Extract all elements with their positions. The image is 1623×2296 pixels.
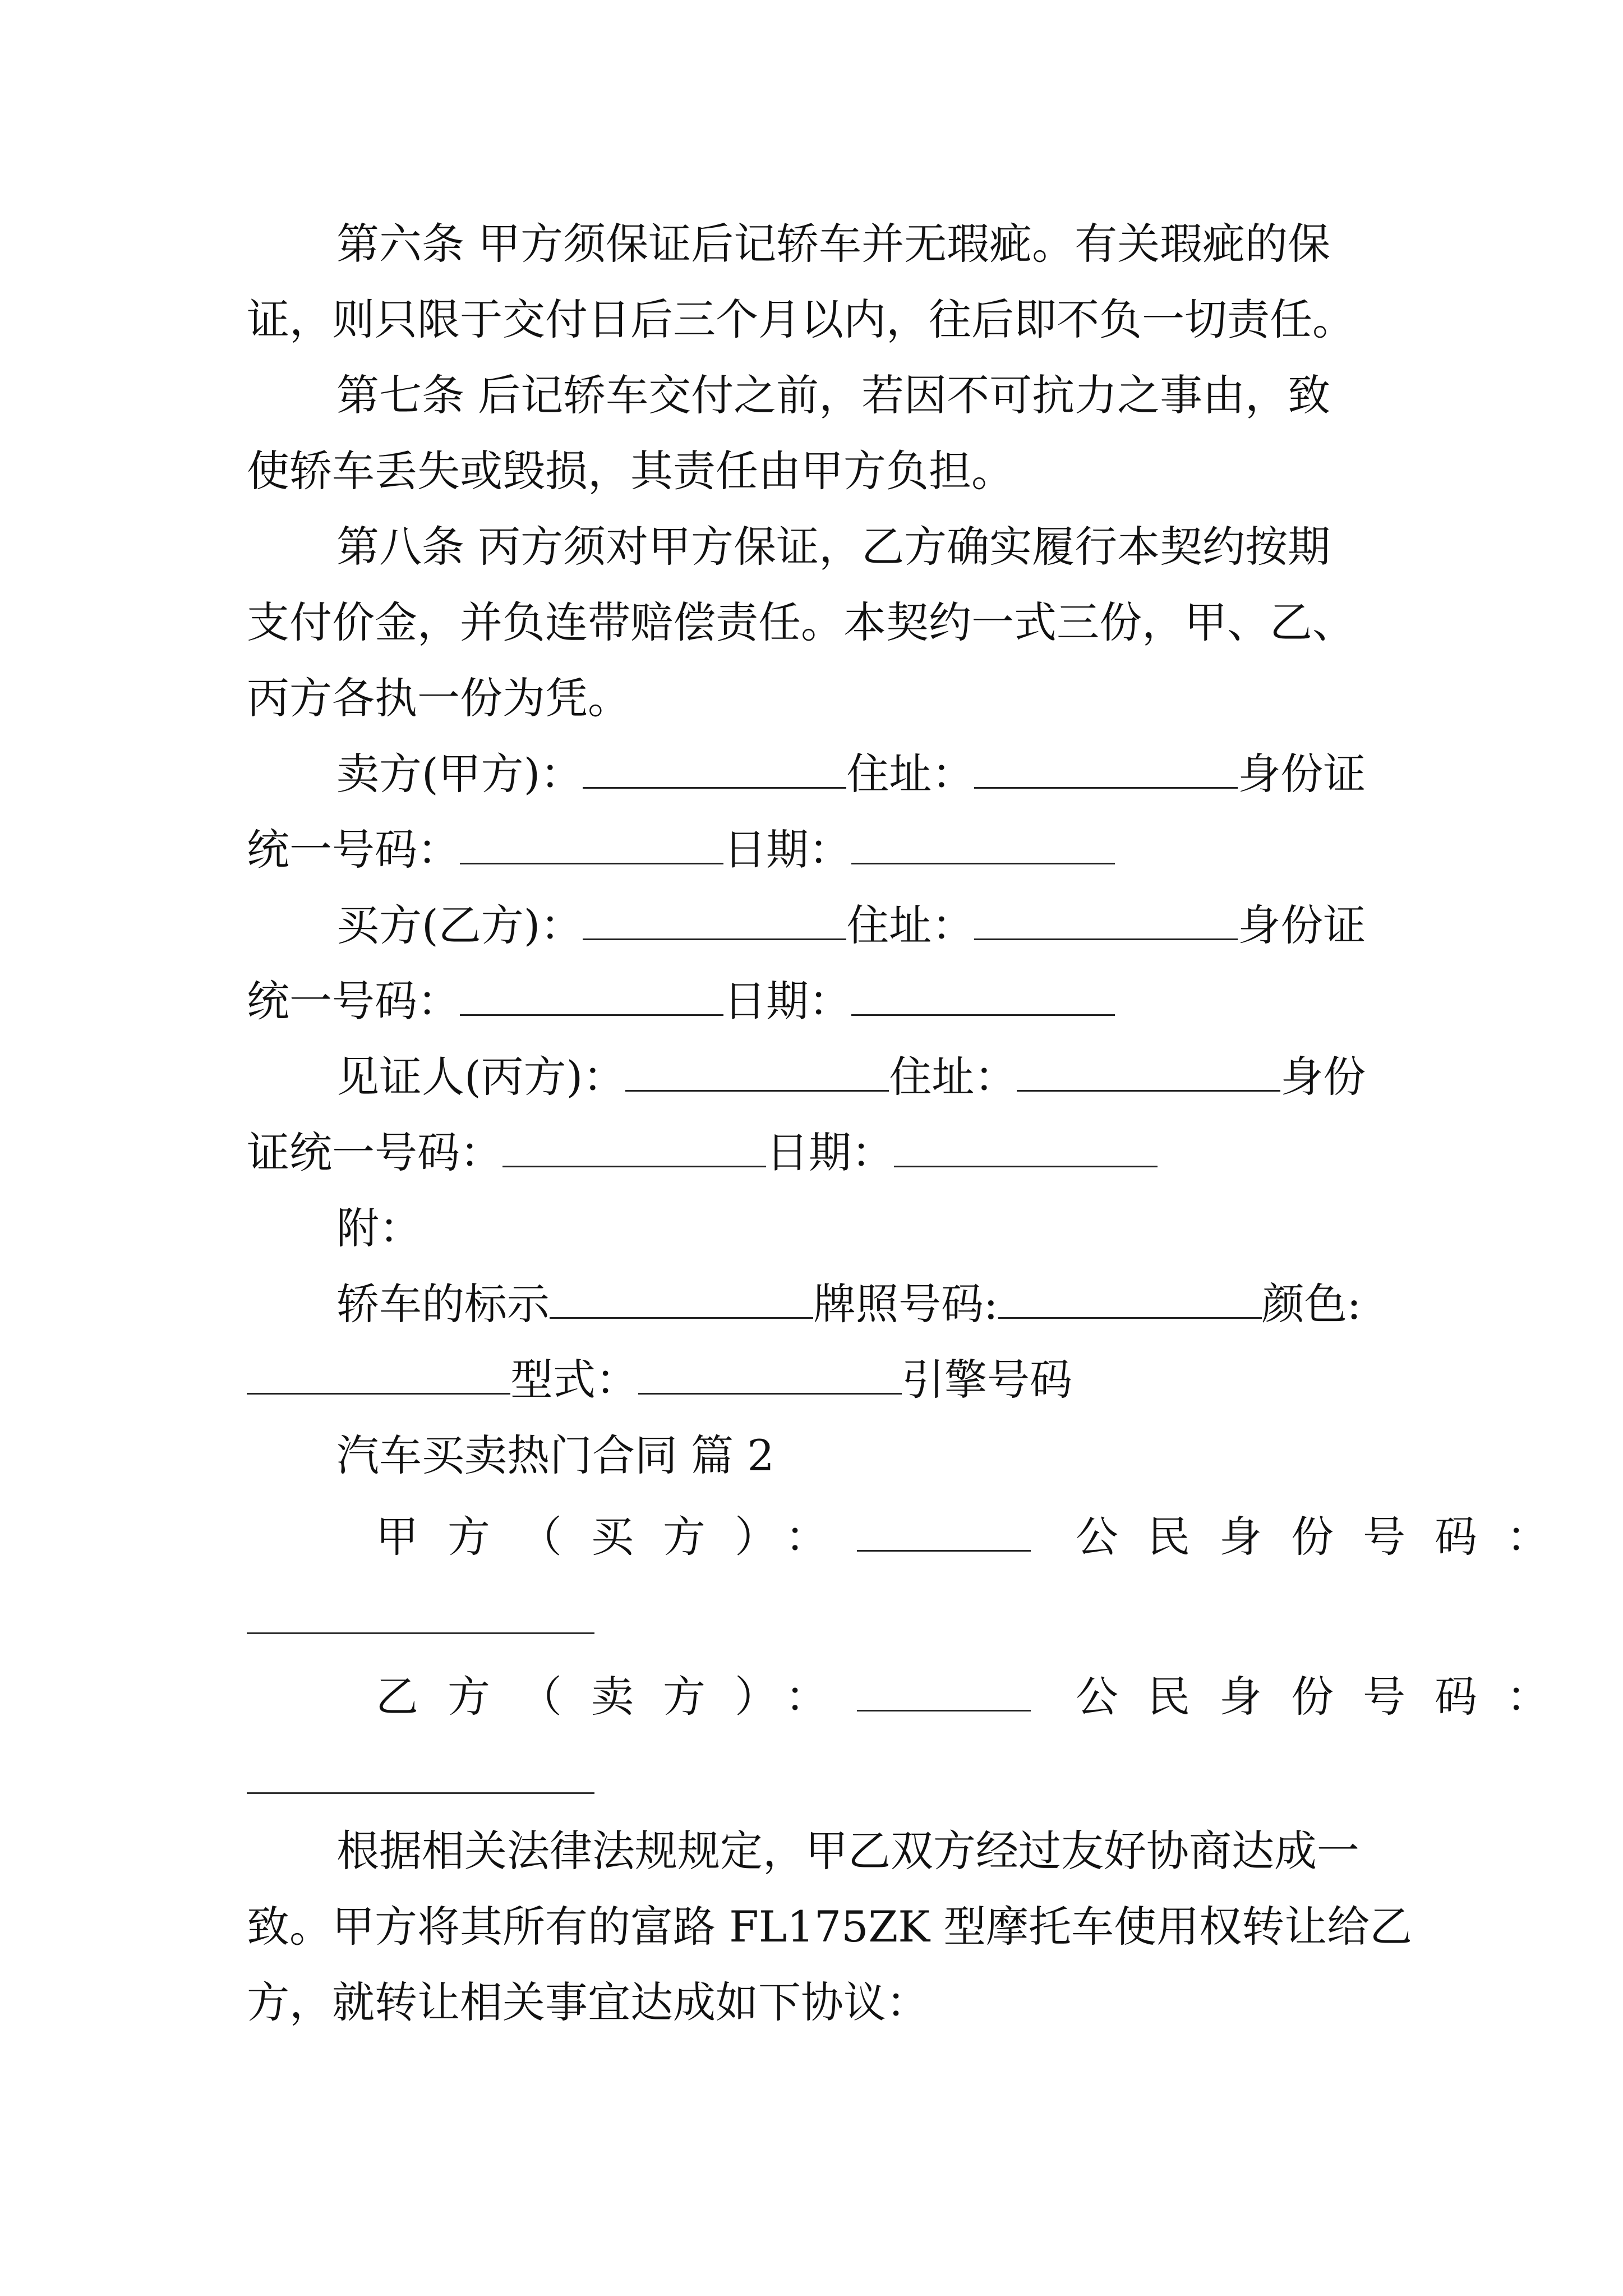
witness-line2	[247, 1125, 1402, 1181]
article6-line1: 第六条 甲方须保证后记轿车并无瑕疵。有关瑕疵的保	[336, 219, 1331, 269]
witness-id-label-cont: 证统一号码：	[247, 1128, 502, 1177]
seller-line2	[247, 822, 1402, 878]
contract2-body-line3: 方，就转让相关事宜达成如下协议：	[247, 1977, 929, 2027]
appendix-line2	[247, 1352, 1402, 1408]
seller-id-blank[interactable]	[460, 828, 723, 864]
seller-line1	[336, 746, 1492, 802]
seller-id-label: 身份证	[1238, 749, 1366, 799]
engine-label: 引擎号码	[902, 1355, 1072, 1405]
party-b-id-label: 公民身份号码：	[1076, 1672, 1578, 1722]
seller-date-blank[interactable]	[851, 828, 1115, 864]
buyer-address-label: 住址：	[846, 900, 975, 950]
party-a-label: 甲方（买方）：	[376, 1512, 857, 1562]
witness-date-blank[interactable]	[894, 1131, 1158, 1167]
witness-name-blank[interactable]	[625, 1055, 889, 1092]
witness-address-blank[interactable]	[1017, 1055, 1280, 1092]
plate-blank[interactable]	[998, 1282, 1262, 1319]
seller-id-label-cont: 统一号码：	[247, 825, 460, 875]
article8-line1: 第八条 丙方须对甲方保证，乙方确实履行本契约按期	[336, 522, 1331, 572]
model-blank[interactable]	[638, 1358, 902, 1395]
buyer-id-label-cont: 统一号码：	[247, 976, 460, 1026]
plate-label: 牌照号码:	[813, 1279, 998, 1329]
buyer-id-blank[interactable]	[460, 979, 723, 1016]
party-b-blank[interactable]	[857, 1675, 1031, 1711]
article8-line3: 丙方各执一份为凭。	[247, 673, 630, 723]
contract2-body-line1: 根据相关法律法规规定，甲乙双方经过友好协商达成一	[336, 1826, 1359, 1876]
buyer-name-blank[interactable]	[583, 904, 846, 940]
buyer-line1	[336, 898, 1492, 954]
seller-label: 卖方(甲方)：	[336, 749, 583, 799]
buyer-label: 买方(乙方)：	[336, 900, 583, 950]
model-label: 型式：	[510, 1355, 638, 1405]
car-mark-label: 轿车的标示	[336, 1279, 550, 1329]
witness-id-label: 身份	[1280, 1052, 1366, 1102]
party-b-label: 乙方（卖方）：	[376, 1672, 857, 1722]
appendix-line1	[336, 1276, 1492, 1332]
party-a-blank[interactable]	[857, 1515, 1031, 1552]
seller-date-label: 日期：	[723, 825, 851, 875]
article6-line2: 证，则只限于交付日后三个月以内，往后即不负一切责任。	[247, 295, 1355, 344]
witness-address-label: 住址：	[889, 1052, 1017, 1102]
party-b-line	[376, 1669, 1578, 1725]
seller-address-label: 住址：	[846, 749, 975, 799]
party-a-id-label: 公民身份号码：	[1076, 1512, 1578, 1562]
contract2-body-line2: 致。甲方将其所有的富路 FL175ZK 型摩托车使用权转让给乙	[247, 1902, 1413, 1952]
party-b-id-blank[interactable]	[247, 1792, 594, 1794]
witness-line1	[336, 1049, 1492, 1105]
color-blank[interactable]	[247, 1358, 510, 1395]
buyer-date-label: 日期：	[723, 976, 851, 1026]
article8-line2: 支付价金，并负连带赔偿责任。本契约一式三份，甲、乙、	[247, 597, 1355, 647]
party-a-line	[376, 1509, 1578, 1565]
seller-address-blank[interactable]	[974, 752, 1238, 789]
seller-name-blank[interactable]	[583, 752, 846, 789]
party-a-id-blank[interactable]	[247, 1632, 594, 1634]
buyer-line2	[247, 973, 1402, 1029]
witness-date-label: 日期：	[766, 1128, 894, 1177]
appendix-label: 附：	[336, 1203, 422, 1253]
article7-line2: 使轿车丢失或毁损，其责任由甲方负担。	[247, 446, 1014, 496]
witness-label: 见证人(丙方)：	[336, 1052, 626, 1102]
witness-id-blank[interactable]	[502, 1131, 766, 1167]
article7-line1: 第七条 后记轿车交付之前，若因不可抗力之事由，致	[336, 370, 1331, 420]
contract2-title: 汽车买卖热门合同 篇 2	[336, 1430, 774, 1480]
buyer-address-blank[interactable]	[974, 904, 1238, 940]
buyer-id-label: 身份证	[1238, 900, 1366, 950]
car-mark-blank[interactable]	[550, 1282, 813, 1319]
buyer-date-blank[interactable]	[851, 979, 1115, 1016]
color-label: 颜色:	[1261, 1279, 1362, 1329]
